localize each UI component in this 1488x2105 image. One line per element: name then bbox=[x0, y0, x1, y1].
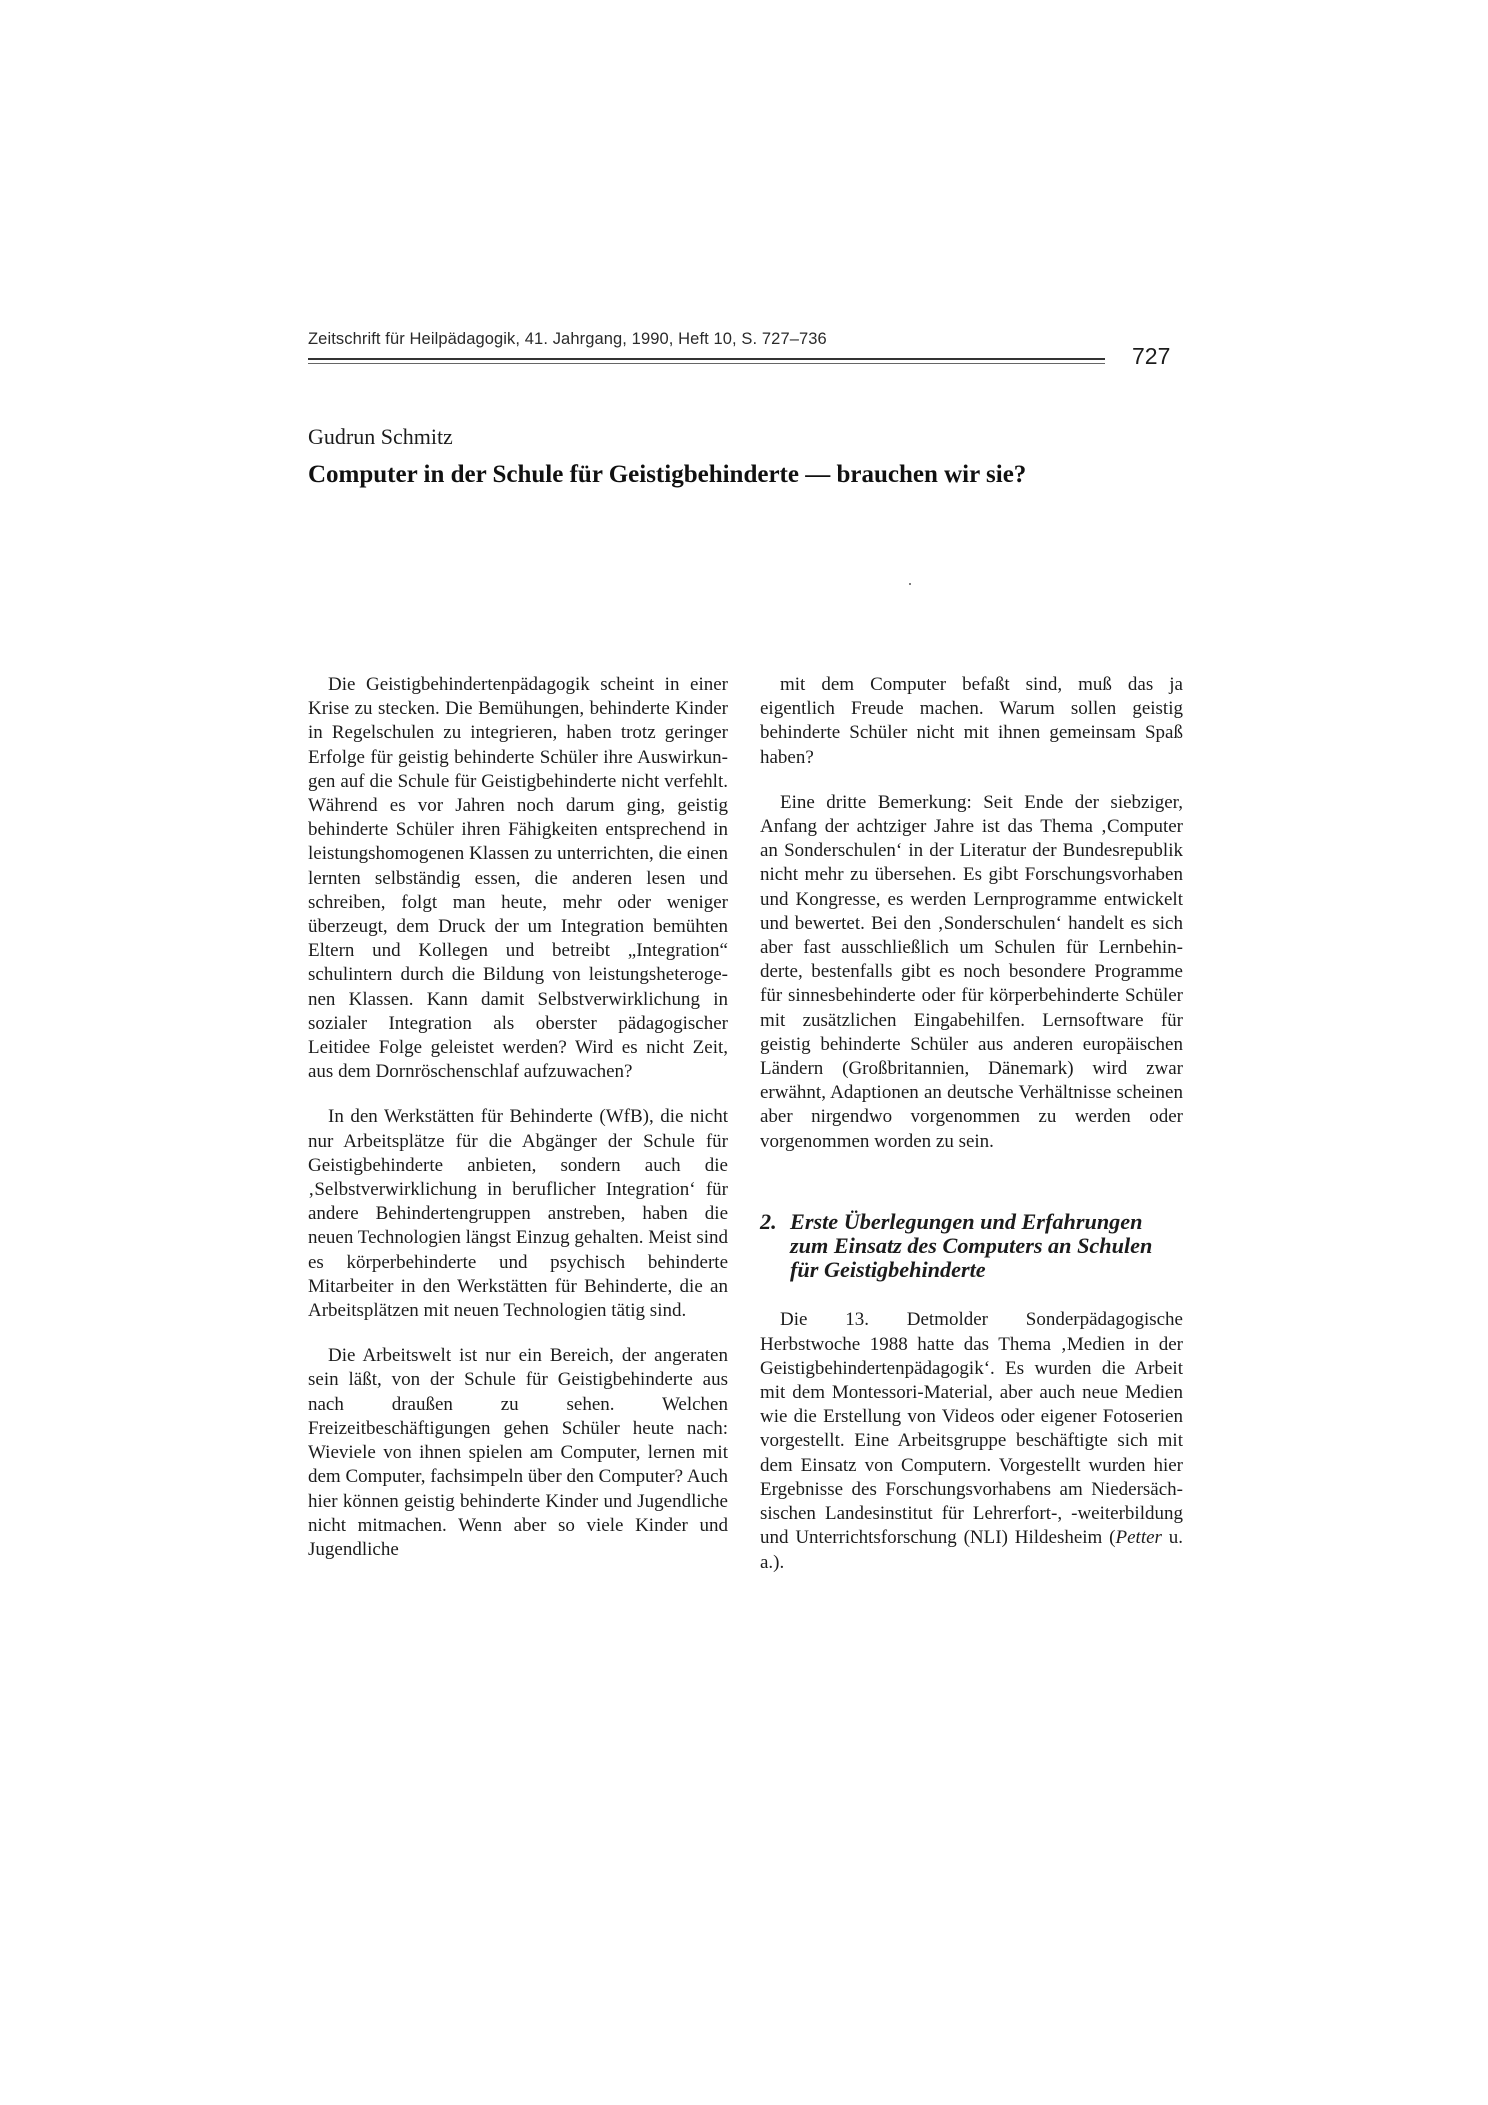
article-author: Gudrun Schmitz bbox=[308, 424, 453, 449]
paragraph: Die Arbeitswelt ist nur ein Bereich, der angeraten sein läßt, von der Schule für Geistigbehinderte aus nach draußen zu sehen. Welchen Freizeitbeschäftigungen gehen Schüler heute nach: Wieviele von ihnen spielen am Computer, lernen mit dem Computer, fachsimpeln über den Computer? Auch hier können geistig behinderte Kinder und Jugendliche nicht mitmachen. Wenn aber so viele Kinder und Jugendliche bbox=[308, 1345, 728, 1560]
paragraph-text: u. a.). bbox=[760, 1527, 1184, 1573]
page-number: 727 bbox=[1132, 343, 1171, 369]
paragraph-text: Die 13. Detmolder Sonderpädagogische Herbstwoche 1988 hatte das Thema ‚Medien in der Geistigbehindertenpädagogik‘. Es wurden die Arbeit mit dem Montessori-Material, aber auch neue Medien wie die Erstellung von Videos oder eigener Fotoserien vorgestellt. Eine Arbeitsgruppe beschäftigte sich mit dem Einsatz von Computern. Vorgestellt wurden hier Ergebnisse des Forschungsvorhabens am Niedersächsischen Landesinstitut für Lehrerfort-, -weiterbildung und Unterrichtsforschung (NLI) Hildesheim ( bbox=[760, 1309, 1183, 1549]
paragraph: Eine dritte Bemerkung: Seit Ende der siebziger, Anfang der achtziger Jahre ist das Thema ‚Computer an Sonderschulen‘ in der Literatur der Bundesrepublik nicht mehr zu übersehen. Es gibt Forschungsvorhaben und Kongresse, es werden Lernprogramme entwickelt und bewertet. Bei den ‚Sonderschulen‘ handelt es sich aber fast ausschließlich um Schulen für Lernbehinderte, bestenfalls gibt es noch besondere Programme für sinnesbehinderte oder für körperbehinderte Schüler mit zusätzlichen Eingabehilfen. Lernsoftware für geistig behinderte Schüler aus anderen europäischen Ländern (Großbritannien, Dänemark) wird zwar erwähnt, Adaptionen an deutsche Verhältnisse scheinen aber nirgendwo vorgenommen zu werden oder vorgenommen worden zu sein. bbox=[760, 791, 1183, 1152]
cited-author: Petter bbox=[1115, 1527, 1162, 1549]
article-title: Computer in der Schule für Geistigbehinderte — brauchen wir sie? bbox=[308, 461, 1027, 488]
scan-speck bbox=[909, 583, 911, 585]
section-heading-line: für Geistigbehinderte bbox=[790, 1257, 986, 1283]
paragraph: In den Werkstätten für Behinderte (WfB), die nicht nur Arbeitsplätze für die Abgänger der Schule für Geistigbehinderte anbieten, sondern auch die ‚Selbstverwirklichung in beruflicher Integration‘ für andere Behindertengruppen anstreben, haben die neuen Technologien längst Einzug gehalten. Meist sind es körperbehinderte und psychisch behinderte Mitarbeiter in den Werkstätten für Behinderte, die an Arbeitsplätzen mit neuen Technologien tätig sind. bbox=[308, 1106, 728, 1322]
section-heading-line: Erste Überlegungen und Erfahrungen bbox=[790, 1208, 1143, 1234]
section-heading-line: zum Einsatz des Computers an Schulen bbox=[790, 1233, 1153, 1259]
right-column bbox=[760, 673, 1183, 1575]
paragraph: mit dem Computer befaßt sind, muß das ja eigentlich Freude machen. Warum sollen geistig behinderte Schüler nicht mit ihnen gemeinsam Spaß haben? bbox=[760, 674, 1183, 768]
paragraph: Die Geistigbehindertenpädagogik scheint in einer Krise zu stecken. Die Bemühungen, behinderte Kinder in Regelschulen zu integrieren, haben trotz geringer Erfolge für geistig behinderte Schüler ihre Auswirkungen auf die Schule für Geistigbehinderte nicht verfehlt. Während es vor Jahren noch darum ging, geistig behinderte Schüler ihren Fähigkeiten entsprechend in leistungshomogenen Klassen zu unterrichten, die einen lernten selbständig essen, die anderen lesen und schreiben, folgt man heute, mehr oder weniger überzeugt, dem Druck der um Integration bemühten Eltern und Kollegen und betreibt „Integration“ schulintern durch die Bildung von leistungsheterogenen Klassen. Kann damit Selbstverwirklichung in sozialer Integration als oberster pädagogischer Leitidee Folge geleistet werden? Wird es nicht Zeit, aus dem Dornröschenschlaf aufzuwachen? bbox=[308, 674, 728, 1083]
section-heading bbox=[760, 1210, 1183, 1283]
header-rule-thin bbox=[308, 363, 1105, 364]
paragraph bbox=[760, 1308, 1183, 1574]
running-head: Zeitschrift für Heilpädagogik, 41. Jahrgang, 1990, Heft 10, S. 727–736 bbox=[308, 330, 827, 348]
section-number: 2. bbox=[760, 1208, 777, 1234]
header-rule bbox=[308, 358, 1105, 360]
left-column bbox=[308, 673, 728, 1562]
